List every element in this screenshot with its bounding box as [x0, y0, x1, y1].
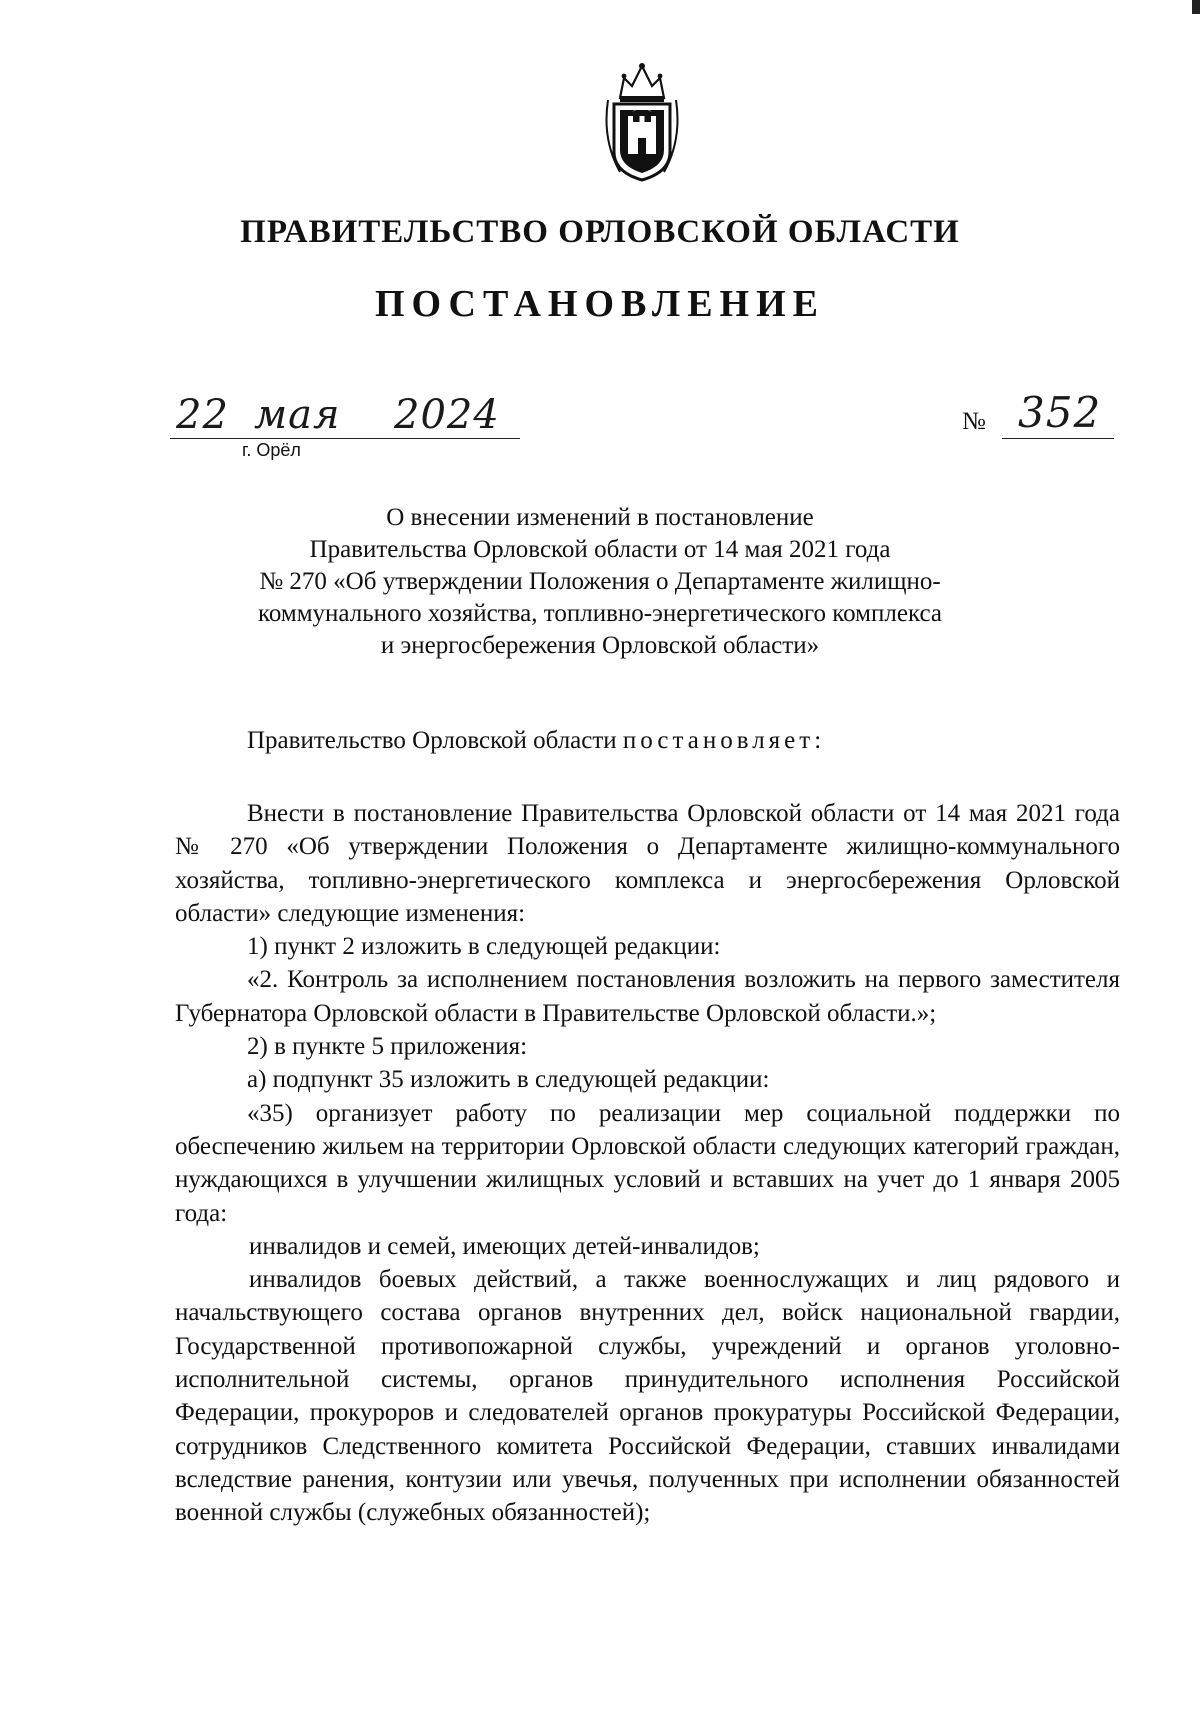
document-body: [175, 797, 1120, 1530]
date-block: [170, 392, 530, 462]
body-paragraph: «35) организует работу по реализации мер социальной поддержки по обеспечению жильем на территории Орловской области следующих категорий граждан, нуждающихся в улучшении жилищных условий и вставших на учет до 1 января 2005 года:: [175, 1099, 1120, 1227]
preamble-lead: Правительство Орловской области: [247, 727, 617, 754]
preamble-verb: постановляет:: [622, 727, 826, 754]
scan-edge-mark: [1192, 0, 1200, 14]
body-paragraph: Внести в постановление Правительства Орловской области от 14 мая 2021 года № 270 «Об утверждении Положения о Департаменте жилищно-коммунального хозяйства, топливно-энергетического комплекса и энергосбережения Орловской области» следующие изменения:: [175, 800, 1120, 927]
orel-oblast-coat-of-arms-icon: [598, 60, 686, 184]
city-label: г. Орёл: [242, 440, 301, 460]
title-line: Правительства Орловской области от 14 мая 2021 года: [309, 536, 891, 563]
body-paragraph: «2. Контроль за исполнением постановления возложить на первого заместителя Губернатора Орловской области в Правительстве Орловской области.»;: [175, 966, 1120, 1027]
document-type: ПОСТАНОВЛЕНИЕ: [374, 283, 826, 325]
document-title: [230, 502, 970, 662]
body-paragraph: инвалидов боевых действий, а также военнослужащих и лиц рядового и начальствующего состава органов внутренних дел, войск национальной гвардии, Государственной противопожарной службы, учреждений и органов уголовно-исполнительной системы, органов принудительного исполнения Российской Федерации, прокуроров и следователей органов прокуратуры Российской Федерации, сотрудников Следственного комитета Российской Федерации, ставших инвалидами вследствие ранения, контузии или увечья, полученных при исполнении обязанностей военной службы (служебных обязанностей);: [175, 1266, 1120, 1527]
title-line: и энергосбережения Орловской области»: [380, 632, 820, 659]
organization-name: ПРАВИТЕЛЬСТВО ОРЛОВСКОЙ ОБЛАСТИ: [240, 214, 960, 250]
date-year: 2024: [394, 392, 500, 438]
body-paragraph: а) подпункт 35 изложить в следующей редакции:: [247, 1066, 770, 1094]
date-underline: [170, 438, 520, 439]
title-line: № 270 «Об утверждении Положения о Департаменте жилищно-: [259, 568, 941, 595]
title-line: О внесении изменений в постановление: [386, 504, 814, 531]
preamble: [247, 727, 825, 755]
body-paragraph: 2) в пункте 5 приложения:: [247, 1033, 528, 1061]
title-line: коммунального хозяйства, топливно-энергетического комплекса: [258, 600, 942, 627]
document-number: 352: [1018, 388, 1102, 437]
number-underline: [1002, 438, 1114, 439]
number-sign: №: [962, 408, 986, 435]
date-month: мая: [254, 392, 341, 438]
body-paragraph: инвалидов и семей, имеющих детей-инвалидов;: [249, 1232, 760, 1260]
body-paragraph: 1) пункт 2 изложить в следующей редакции:: [247, 933, 721, 961]
document-number-block: [962, 388, 1122, 452]
date-day: 22: [176, 392, 229, 438]
